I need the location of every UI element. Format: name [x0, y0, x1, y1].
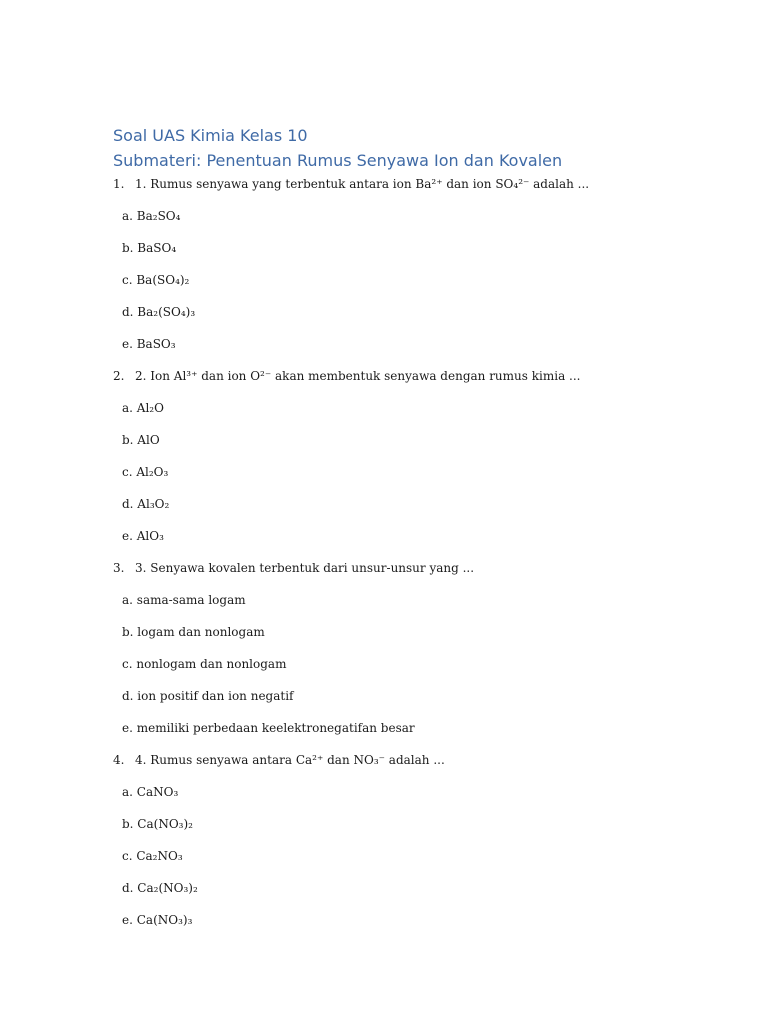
question-number: 3. — [113, 561, 125, 575]
option-list — [113, 206, 733, 354]
question-list — [113, 174, 733, 942]
question-text: 3. Senyawa kovalen terbentuk dari unsur-unsur yang ... — [135, 561, 475, 575]
option-e: e. memiliki perbedaan keelektronegatifan besar — [122, 721, 415, 735]
option-a: a. sama-sama logam — [122, 593, 246, 607]
option-c: c. Ba(SO₄)₂ — [122, 273, 190, 287]
option-b: b. AlO — [122, 433, 160, 447]
option-e: e. BaSO₃ — [122, 337, 176, 351]
page-title: Soal UAS Kimia Kelas 10 — [113, 126, 308, 145]
question-number: 1. — [113, 177, 125, 191]
question-text: 1. Rumus senyawa yang terbentuk antara ion Ba²⁺ dan ion SO₄²⁻ adalah ... — [135, 177, 590, 191]
question-1 — [113, 174, 733, 354]
option-c: c. Ca₂NO₃ — [122, 849, 183, 863]
option-list — [113, 782, 733, 930]
option-a: a. Al₂O — [122, 401, 164, 415]
question-3 — [113, 558, 733, 738]
option-a: a. CaNO₃ — [122, 785, 179, 799]
option-b: b. logam dan nonlogam — [122, 625, 265, 639]
option-list — [113, 590, 733, 738]
option-b: b. BaSO₄ — [122, 241, 177, 255]
option-e: e. Ca(NO₃)₃ — [122, 913, 193, 927]
option-d: d. Ba₂(SO₄)₃ — [122, 305, 196, 319]
option-b: b. Ca(NO₃)₂ — [122, 817, 193, 831]
question-text: 2. Ion Al³⁺ dan ion O²⁻ akan membentuk senyawa dengan rumus kimia ... — [135, 369, 581, 383]
option-a: a. Ba₂SO₄ — [122, 209, 181, 223]
option-d: d. Ca₂(NO₃)₂ — [122, 881, 198, 895]
option-c: c. nonlogam dan nonlogam — [122, 657, 287, 671]
option-d: d. Al₃O₂ — [122, 497, 170, 511]
question-2 — [113, 366, 733, 546]
page-subtitle: Submateri: Penentuan Rumus Senyawa Ion dan Kovalen — [113, 151, 563, 170]
question-4 — [113, 750, 733, 930]
option-e: e. AlO₃ — [122, 529, 164, 543]
question-number: 4. — [113, 753, 125, 767]
question-text: 4. Rumus senyawa antara Ca²⁺ dan NO₃⁻ adalah ... — [135, 753, 445, 767]
option-c: c. Al₂O₃ — [122, 465, 169, 479]
question-number: 2. — [113, 369, 125, 383]
option-d: d. ion positif dan ion negatif — [122, 689, 294, 703]
option-list — [113, 398, 733, 546]
